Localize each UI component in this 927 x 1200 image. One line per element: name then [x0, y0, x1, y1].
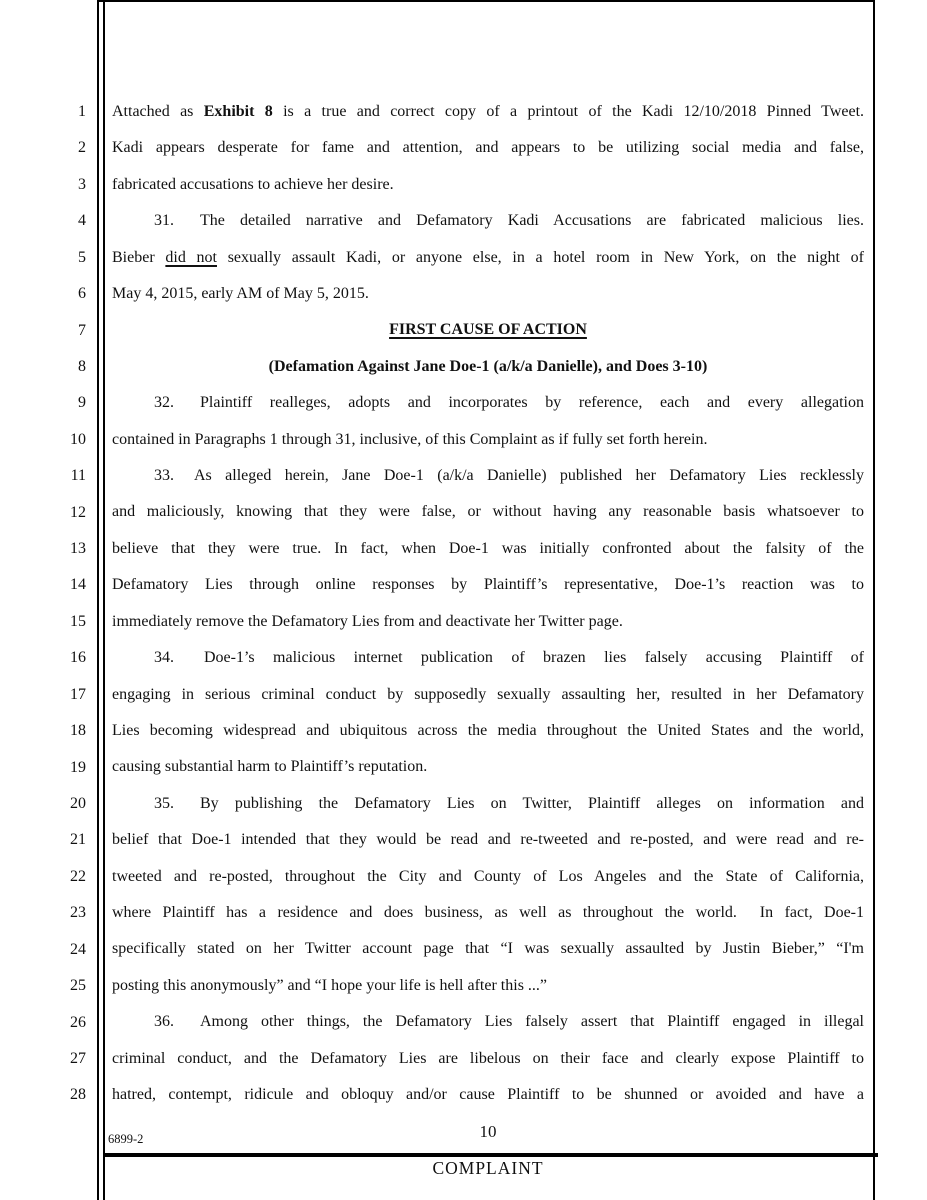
- line-number: 25: [70, 977, 86, 995]
- line-number: 9: [78, 394, 86, 412]
- text-line: [112, 240, 864, 276]
- line-number: 7: [78, 321, 86, 339]
- text-line: [112, 203, 864, 239]
- text-segment: where Plaintiff has a residence and does business, as well as throughout the world. In fact, Doe-1: [112, 903, 864, 921]
- text-segment: Exhibit 8: [203, 103, 273, 120]
- text-segment: and maliciously, knowing that they were false, or without having any reasonable basis whatsoever to: [112, 503, 864, 521]
- text-line: [112, 713, 864, 749]
- text-line: [112, 1004, 864, 1040]
- text-segment: Defamatory Lies through online responses by Plaintiff’s representative, Doe-1’s reaction was to: [112, 576, 864, 594]
- text-segment: 35.: [154, 794, 174, 812]
- indent-spacer: [112, 479, 154, 480]
- text-line: [112, 422, 864, 458]
- text-line: [112, 604, 864, 640]
- text-segment: The detailed narrative and Defamatory Kadi Accusations are fabricated malicious lies.: [200, 212, 864, 230]
- footer-page-number: 10: [479, 1122, 497, 1141]
- text-segment: 31.: [154, 212, 174, 230]
- text-line: [112, 786, 864, 822]
- text-segment: sexually assault Kadi, or anyone else, in a hotel room in New York, on the night of: [216, 248, 864, 266]
- line-number: 26: [70, 1013, 86, 1031]
- footer-document-title: COMPLAINT: [432, 1158, 544, 1178]
- text-line: [112, 349, 864, 385]
- indent-spacer: [174, 1025, 200, 1026]
- text-line: [112, 385, 864, 421]
- text-segment: Among other things, the Defamatory Lies falsely assert that Plaintiff engaged in illegal: [200, 1013, 864, 1031]
- text-line: [112, 531, 864, 567]
- text-line: [112, 931, 864, 967]
- text-segment: 34.: [154, 649, 174, 667]
- text-line: [112, 312, 864, 348]
- line-number: 6: [78, 285, 86, 303]
- text-segment: immediately remove the Defamatory Lies from and deactivate her Twitter page.: [112, 612, 623, 630]
- line-number: 2: [78, 139, 86, 157]
- text-segment: 32.: [154, 394, 174, 412]
- footer-rule: [105, 1153, 878, 1157]
- text-segment: Doe-1’s malicious internet publication of brazen lies falsely accusing Plaintiff of: [204, 649, 864, 667]
- footer-docket-number: 6899-2: [108, 1132, 144, 1146]
- text-line: [112, 494, 864, 530]
- text-segment: Lies becoming widespread and ubiquitous across the media throughout the United States and the world,: [112, 721, 864, 739]
- line-number: 8: [78, 357, 86, 375]
- line-number: 24: [70, 940, 86, 958]
- text-segment: Bieber: [112, 248, 166, 266]
- text-line: [112, 677, 864, 713]
- indent-spacer: [174, 224, 200, 225]
- indent-spacer: [174, 807, 200, 808]
- line-number: 22: [70, 867, 86, 885]
- text-segment: fabricated accusations to achieve her desire.: [112, 175, 394, 193]
- text-segment: FIRST CAUSE OF ACTION: [389, 321, 587, 339]
- line-number: 10: [70, 430, 86, 448]
- line-number: 23: [70, 904, 86, 922]
- text-segment: As alleged herein, Jane Doe-1 (a/k/a Danielle) published her Defamatory Lies recklessly: [194, 467, 864, 485]
- text-segment: engaging in serious criminal conduct by supposedly sexually assaulting her, resulted in her Defamatory: [112, 685, 864, 703]
- text-segment: May 4, 2015, early AM of May 5, 2015.: [112, 285, 369, 303]
- indent-spacer: [174, 406, 200, 407]
- text-line: [112, 895, 864, 931]
- indent-spacer: [112, 224, 154, 225]
- line-number: 5: [78, 248, 86, 266]
- text-segment: posting this anonymously” and “I hope your life is hell after this ...”: [112, 976, 548, 994]
- text-segment: causing substantial harm to Plaintiff’s reputation.: [112, 758, 428, 776]
- indent-spacer: [112, 406, 154, 407]
- text-segment: 33.: [154, 467, 174, 485]
- text-segment: tweeted and re-posted, throughout the City and County of Los Angeles and the State of California,: [112, 867, 864, 885]
- text-segment: contained in Paragraphs 1 through 31, inclusive, of this Complaint as if fully set forth herein.: [112, 430, 708, 448]
- text-line: [112, 130, 864, 166]
- line-number: 16: [70, 649, 86, 667]
- indent-spacer: [112, 807, 154, 808]
- line-number: 12: [70, 503, 86, 521]
- text-line: [112, 94, 864, 130]
- line-number-column: [0, 94, 86, 1114]
- text-segment: belief that Doe-1 intended that they would be read and re-tweeted and re-posted, and were read and re-: [112, 831, 864, 849]
- line-number: 11: [70, 467, 86, 485]
- text-line: [112, 458, 864, 494]
- line-number: 3: [78, 175, 86, 193]
- left-double-rule: [97, 0, 105, 1200]
- text-line: [112, 1077, 864, 1113]
- text-segment: Plaintiff realleges, adopts and incorporates by reference, each and every allegation: [200, 394, 864, 412]
- indent-spacer: [112, 1025, 154, 1026]
- top-rule: [97, 0, 875, 2]
- indent-spacer: [112, 661, 154, 662]
- text-segment: hatred, contempt, ridicule and obloquy and/or cause Plaintiff to be shunned or avoided and have a: [112, 1085, 864, 1103]
- line-number: 28: [70, 1086, 86, 1104]
- text-line: [112, 276, 864, 312]
- line-number: 18: [70, 722, 86, 740]
- text-line: [112, 822, 864, 858]
- indent-spacer: [174, 661, 204, 662]
- text-segment: criminal conduct, and the Defamatory Lies are libelous on their face and clearly expose Plaintiff to: [112, 1049, 864, 1067]
- text-line: [112, 640, 864, 676]
- text-segment: specifically stated on her Twitter account page that “I was sexually assaulted by Justin Bieber,” “I'm: [112, 940, 864, 958]
- text-segment: Kadi appears desperate for fame and attention, and appears to be utilizing social media and false,: [112, 139, 864, 157]
- line-number: 19: [70, 758, 86, 776]
- text-line: [112, 167, 864, 203]
- text-segment: 36.: [154, 1013, 174, 1031]
- text-segment: did not: [165, 248, 217, 266]
- text-segment: By publishing the Defamatory Lies on Twitter, Plaintiff alleges on information and: [200, 794, 864, 812]
- line-number: 1: [78, 103, 86, 120]
- line-number: 17: [70, 685, 86, 703]
- text-segment: (Defamation Against Jane Doe-1 (a/k/a Danielle), and Does 3-10): [268, 357, 708, 375]
- line-number: 27: [70, 1049, 86, 1067]
- text-segment: is a true and correct copy of a printout of the Kadi 12/10/2018 Pinned Tweet.: [272, 103, 865, 120]
- text-segment: believe that they were true. In fact, when Doe-1 was initially confronted about the falsity of the: [112, 539, 864, 557]
- right-rule: [873, 0, 875, 1200]
- text-line: [112, 749, 864, 785]
- line-number: 15: [70, 612, 86, 630]
- line-number: 20: [70, 795, 86, 813]
- text-line: [112, 968, 864, 1004]
- indent-spacer: [174, 479, 194, 480]
- text-line: [112, 1041, 864, 1077]
- body-lines: [112, 94, 864, 1113]
- line-number: 13: [70, 540, 86, 558]
- text-line: [112, 859, 864, 895]
- line-number: 14: [70, 576, 86, 594]
- line-number: 4: [78, 212, 86, 230]
- text-line: [112, 567, 864, 603]
- text-segment: Attached as: [112, 103, 204, 120]
- line-number: 21: [70, 831, 86, 849]
